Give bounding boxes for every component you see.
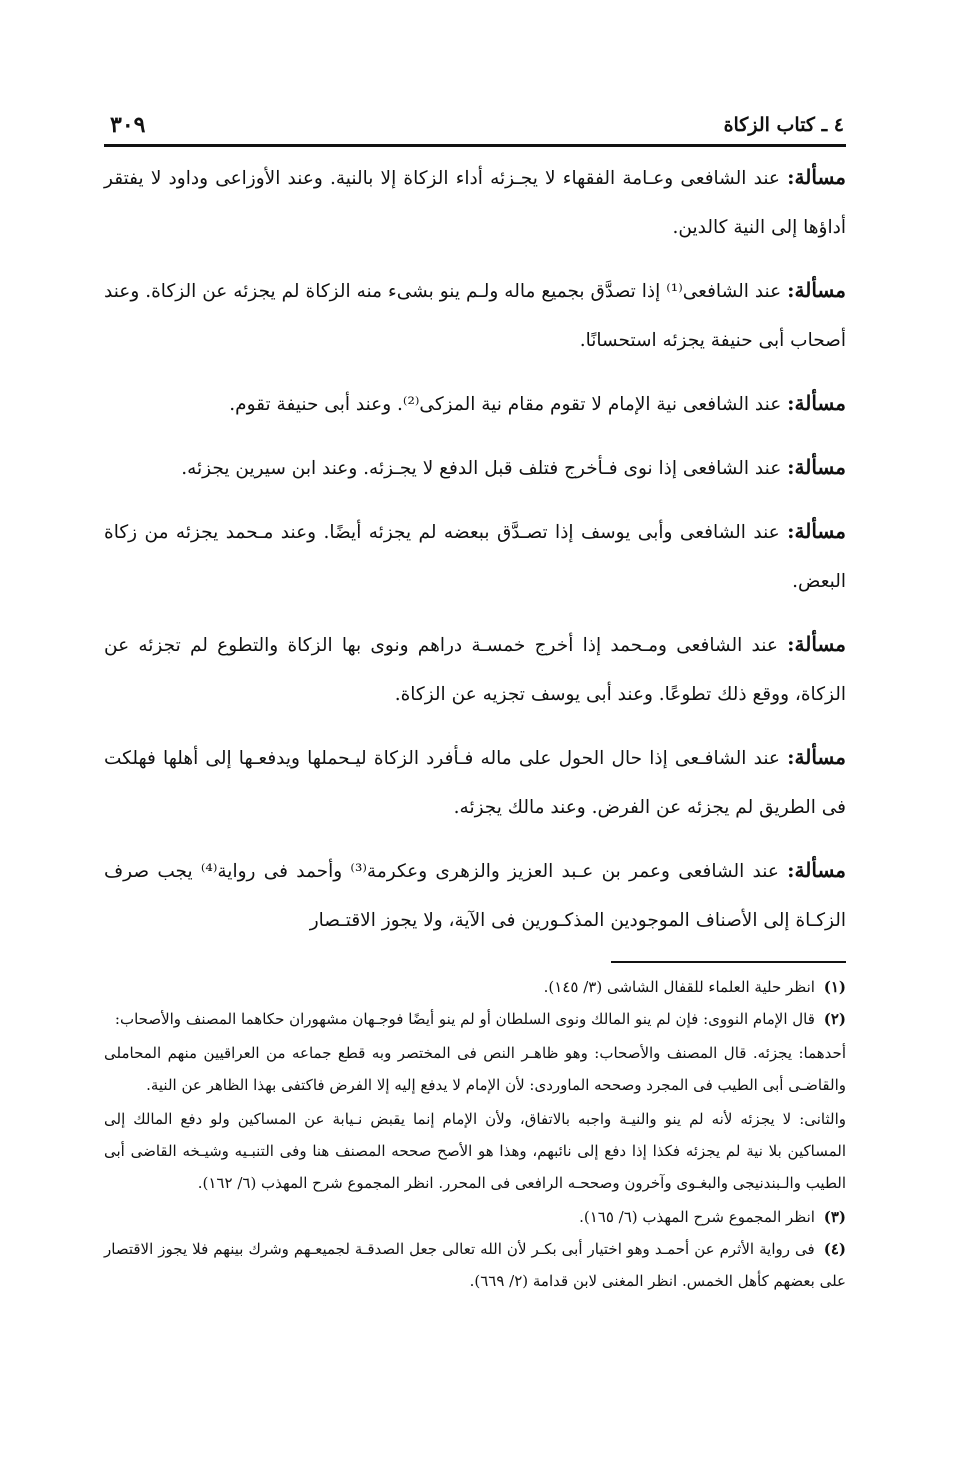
footnote-1 [104,971,846,1003]
masala-label: مسألة: [787,858,847,882]
masala-text: عند الشافعى⁽¹⁾ إذا تصدَّق بجميع ماله ولـم ينو بشىء منه الزكاة لم يجزئه عن الزكاة. وعند أصحاب أبى حنيفة يجزئه استحسانًا. [104,281,846,351]
footnote-number: (٢) [823,1010,846,1028]
masala-label: مسألة: [787,455,846,479]
masala-text: عند الشافعى نية الإمام لا تقوم مقام نية المزكى⁽²⁾. وعند أبى حنيفة تقوم. [229,394,782,415]
footnote-4 [104,1233,846,1297]
book-page [104,104,846,1297]
footnote-number: (٤) [823,1240,846,1258]
masala-text: عند الشافعى ومـحمد إذا أخرج خمسـة دراهم ونوى بها الزكاة والتطوع لم تجزئه عن الزكاة، ووقع ذلك تطوعًا. وعند أبى يوسف تجزيه عن الزكاة. [104,635,846,705]
masala-text: عند الشافعى إذا نوى فـأخرج فتلف قبل الدفع لا يجـزئه. وعند ابن سيرين يجزئه. [181,458,782,479]
footnote-2-opinion-1: أحدهما: يجزئه. قال المصنف والأصحاب: وهو ظاهـر النص فى المختصر وبه قطع جماعه من العراقيين منهم المحاملى والقاضـى أبى الطيب فى المجرد وصححه الماوردى: لأن الإمام لا يدفع إليه إلا الفرض فاكتفى بهذا الظاهر عن النية. [104,1044,846,1094]
footnote-3 [104,1201,846,1233]
footnote-divider [611,961,846,963]
footnote-text: انظر حلية العلماء للقفال الشاشى (٣/ ١٤٥). [543,978,815,996]
masala-paragraph [104,379,846,429]
footnote-number: (٣) [823,1208,846,1226]
footnote-text: انظر المجموع شرح المهذب (٦/ ١٦٥). [579,1208,815,1226]
main-text [104,153,846,945]
masala-label: مسألة: [787,165,847,189]
masala-paragraph [104,153,846,252]
page-number: ٣٠٩ [110,112,146,138]
footnote-text: فى رواية الأثرم عن أحمـد وهو اختيار أبى بكـر لأن الله تعالى جعل الصدقـة لجميعـهم وشرك بينهم فلا يجوز الاقتصار على بعضهم كأهل الخمس. انظر المغنى لابن قدامة (٢/ ٦٦٩). [104,1240,846,1290]
masala-paragraph [104,846,846,945]
masala-paragraph [104,733,846,832]
masala-label: مسألة: [787,278,846,302]
masala-text: عند الشافـعى إذا حال الحول على ماله فـأفرد الزكاة ليـحملها ويدفعـها إلى أهلها فهلكت فى الطريق لم يجزئه عن الفرض. وعند مالك يجزئه. [104,748,846,818]
masala-label: مسألة: [787,391,846,415]
masala-label: مسألة: [787,519,846,543]
masala-paragraph [104,443,846,493]
footnote-number: (١) [823,978,846,996]
footnote-2 [104,1003,846,1035]
masala-text: عند الشافعى وأبى يوسف إذا تصـدَّق ببعضه لم يجزئه أيضًا. وعند مـحمد يجزئه من زكاة البعض. [104,522,846,592]
masala-label: مسألة: [787,632,846,656]
masala-paragraph [104,507,846,606]
masala-text: عند الشافعى وعـامة الفقهاء لا يجـزئه أداء الزكاة إلا بالنية. وعند الأوزاعى وداود لا يفتقر أداؤها إلى النية كالدين. [104,168,846,238]
masala-label: مسألة: [787,745,846,769]
masala-paragraph [104,620,846,719]
footnote-2-opinion-2: والثانى: لا يجزئه لأنه لم ينو والنيـة واجبه بالاتفاق، ولأن الإمام إنما يقبض نـيابة عن المساكين ولو دفع المالك إلى المساكين بلا نية لم يجزئه فكذا إذا دفع إلى نائبهم، وهذا هو الأصح صححه المصنف هنا وفى التنبـيه وشيـخه القاضى أبى الطيب والـبندنيجى والبغـوى وآخرون وصححـه الرافعى فى المحرر. انظر المجموع شرح المهذب (٦/ ١٦٢). [104,1110,846,1192]
masala-text: عند الشافعى وعمر بن عـبد العزيز والزهرى وعكرمة⁽³⁾ وأحمد فى رواية⁽⁴⁾ يجب صرف الزكـاة إلى الأصناف الموجودين المذكـورين فى الآية، ولا يجوز الاقتـصار [104,861,846,931]
running-title: ٤ ـ كتاب الزكاة [723,114,844,136]
masala-paragraph [104,266,846,365]
footnote-text: قال الإمام النووى: فإن لم ينو المالك ونوى السلطان أو لم ينو أيضًا فوجـهان مشهوران حكاهما المصنف والأصحاب: [114,1010,815,1028]
footnotes [104,971,846,1297]
page-header [104,104,846,147]
